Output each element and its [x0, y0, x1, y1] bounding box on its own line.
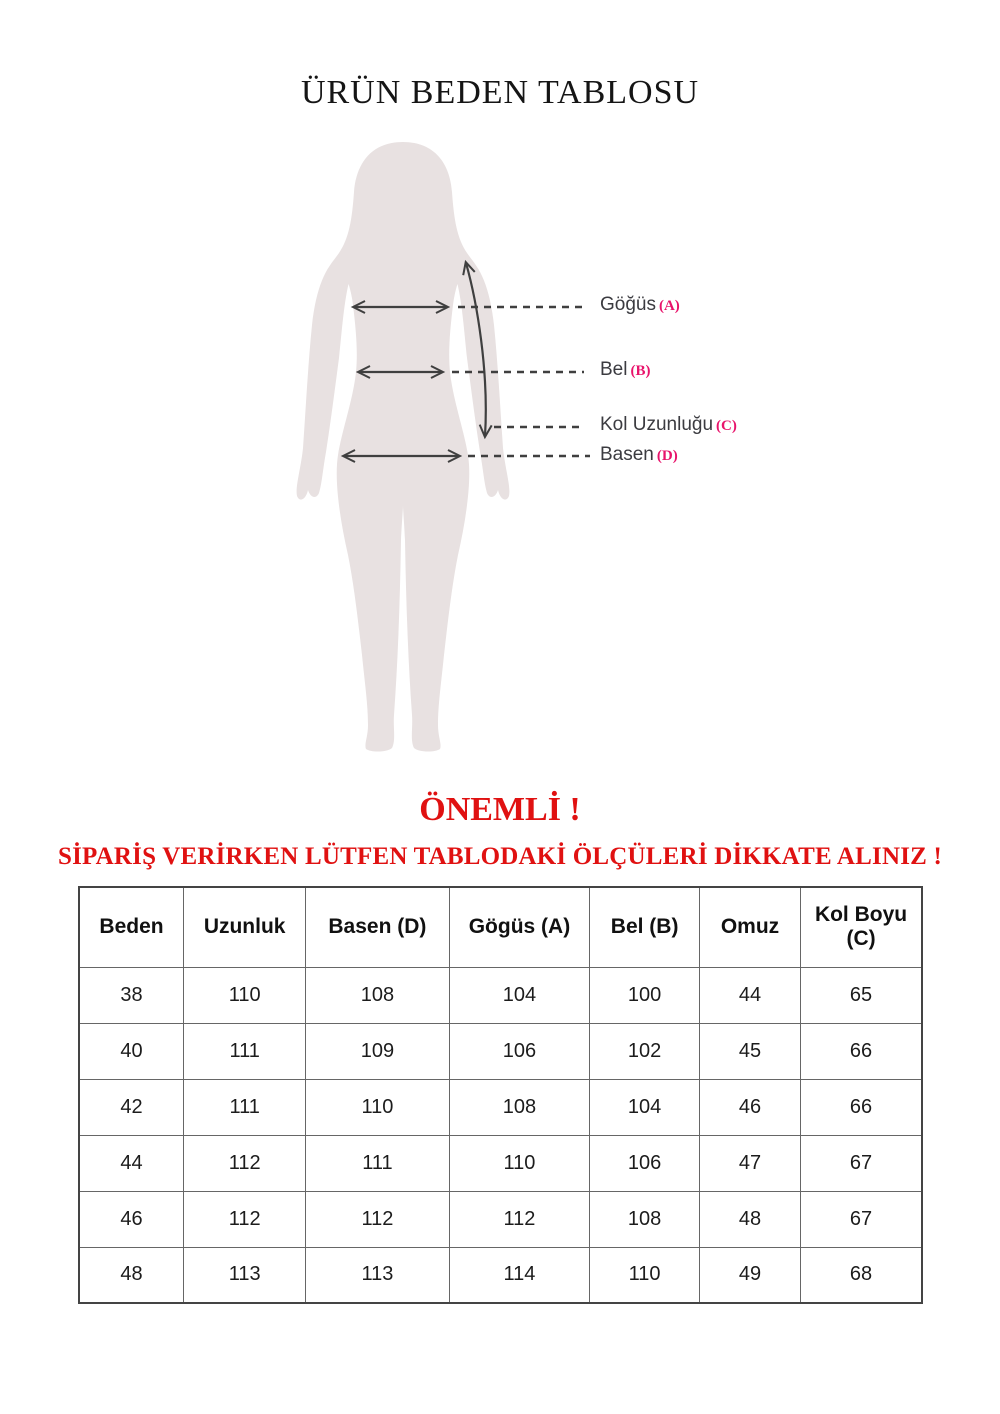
- size-cell: 108: [449, 1079, 590, 1135]
- size-cell: 112: [306, 1191, 449, 1247]
- size-cell: 112: [449, 1191, 590, 1247]
- measure-code-b: (B): [630, 363, 651, 379]
- size-cell: 67: [801, 1191, 922, 1247]
- size-cell: 102: [590, 1023, 700, 1079]
- measure-label-arm-length-text: Kol Uzunluğu: [600, 414, 714, 435]
- size-cell: 46: [79, 1191, 184, 1247]
- size-cell: 114: [449, 1247, 590, 1303]
- page-title: ÜRÜN BEDEN TABLOSU: [300, 74, 700, 111]
- size-cell: 113: [306, 1247, 449, 1303]
- size-cell: 47: [699, 1135, 800, 1191]
- size-cell: 111: [184, 1079, 306, 1135]
- measure-label-chest: [600, 294, 680, 316]
- size-cell: 67: [801, 1135, 922, 1191]
- measure-code-d: (D): [656, 448, 678, 464]
- measure-code-a: (A): [658, 298, 680, 314]
- size-row: [79, 1247, 922, 1303]
- measure-label-hip-text: Basen: [600, 444, 654, 465]
- measure-label-waist-text: Bel: [600, 359, 628, 380]
- size-cell: 48: [79, 1247, 184, 1303]
- column-header-omuz: Omuz: [699, 887, 800, 967]
- size-row: [79, 967, 922, 1023]
- size-cell: 113: [184, 1247, 306, 1303]
- size-cell: 65: [801, 967, 922, 1023]
- size-cell: 40: [79, 1023, 184, 1079]
- size-row: [79, 1079, 922, 1135]
- measure-label-waist: [600, 359, 650, 381]
- size-row: [79, 1191, 922, 1247]
- measure-label-arm-length: [600, 414, 737, 436]
- size-cell: 112: [184, 1191, 306, 1247]
- size-cell: 111: [306, 1135, 449, 1191]
- column-header-uzunluk: Uzunluk: [184, 887, 306, 967]
- size-cell: 111: [184, 1023, 306, 1079]
- size-cell: 100: [590, 967, 700, 1023]
- size-table-header-row: [79, 887, 922, 967]
- size-table: [78, 886, 923, 1304]
- important-heading: ÖNEMLİ !: [419, 791, 581, 828]
- size-cell: 104: [449, 967, 590, 1023]
- size-row: [79, 1023, 922, 1079]
- size-cell: 110: [449, 1135, 590, 1191]
- size-cell: 109: [306, 1023, 449, 1079]
- size-cell: 108: [306, 967, 449, 1023]
- size-cell: 110: [306, 1079, 449, 1135]
- measure-label-chest-text: Göğüs: [600, 294, 656, 315]
- size-cell: 44: [79, 1135, 184, 1191]
- size-cell: 110: [590, 1247, 700, 1303]
- size-cell: 66: [801, 1079, 922, 1135]
- measure-code-c: (C): [716, 418, 737, 434]
- size-cell: 108: [590, 1191, 700, 1247]
- column-header-basen: Basen (D): [306, 887, 449, 967]
- size-cell: 42: [79, 1079, 184, 1135]
- size-cell: 46: [699, 1079, 800, 1135]
- measure-label-hip: [600, 444, 678, 466]
- size-cell: 112: [184, 1135, 306, 1191]
- size-cell: 106: [449, 1023, 590, 1079]
- size-cell: 49: [699, 1247, 800, 1303]
- size-cell: 45: [699, 1023, 800, 1079]
- size-cell: 106: [590, 1135, 700, 1191]
- size-cell: 44: [699, 967, 800, 1023]
- size-table-body: [79, 967, 922, 1303]
- size-cell: 38: [79, 967, 184, 1023]
- size-cell: 110: [184, 967, 306, 1023]
- size-cell: 66: [801, 1023, 922, 1079]
- size-cell: 48: [699, 1191, 800, 1247]
- column-header-beden: Beden: [79, 887, 184, 967]
- body-silhouette: [297, 142, 510, 752]
- column-header-kol-boyu: Kol Boyu (C): [801, 887, 922, 967]
- size-cell: 68: [801, 1247, 922, 1303]
- column-header-gogus: Gögüs (A): [449, 887, 590, 967]
- warning-text: SİPARİŞ VERİRKEN LÜTFEN TABLODAKİ ÖLÇÜLERİ DİKKATE ALINIZ !: [58, 843, 942, 870]
- size-row: [79, 1135, 922, 1191]
- size-cell: 104: [590, 1079, 700, 1135]
- column-header-bel: Bel (B): [590, 887, 700, 967]
